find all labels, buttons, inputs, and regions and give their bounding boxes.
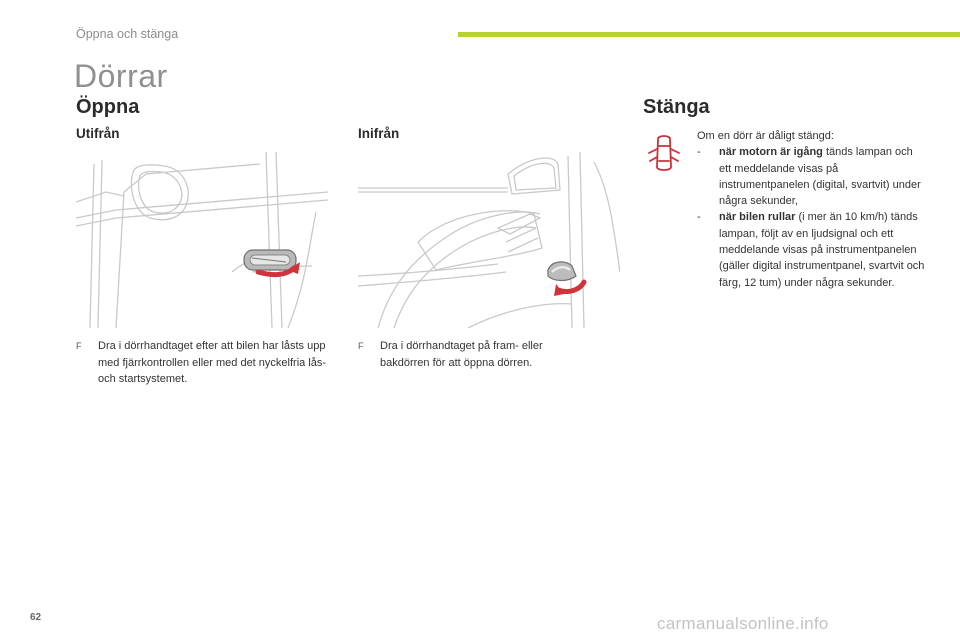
heading-outside: Utifrån xyxy=(76,126,120,141)
instruction-outside-text: Dra i dörrhandtaget efter att bilen har låsts upp med fjärrkontrollen eller med det nyckelfria lås- och startsystemet. xyxy=(98,340,327,385)
bullet-marker: F xyxy=(358,341,364,351)
heading-close: Stänga xyxy=(643,96,710,118)
close-item-engine-running xyxy=(697,144,927,209)
close-item-vehicle-moving-bold: när bilen rullar xyxy=(719,211,796,224)
exterior-door-handle-illustration xyxy=(76,152,336,328)
section-header: Öppna och stänga xyxy=(76,27,179,41)
heading-inside: Inifrån xyxy=(358,126,400,141)
bullet-marker: F xyxy=(76,341,82,351)
instruction-inside-text: Dra i dörrhandtaget på fram- eller bakdörren för att öppna dörren. xyxy=(380,340,543,369)
heading-open: Öppna xyxy=(76,96,140,118)
watermark: carmanualsonline.info xyxy=(657,614,829,633)
close-intro: Om en dörr är dåligt stängd: xyxy=(697,130,834,142)
door-open-warning-icon xyxy=(644,133,684,173)
close-item-engine-running-bold: när motorn är igång xyxy=(719,146,823,159)
instruction-inside xyxy=(358,338,588,371)
close-description xyxy=(697,128,927,291)
instruction-outside xyxy=(76,338,338,388)
close-item-engine-running-text: tänds lampan och ett meddelande visas på instrumentpanelen (digital, svartvit) under några sekunder, xyxy=(719,146,921,208)
interior-door-handle-illustration xyxy=(358,152,620,328)
section-accent-bar xyxy=(458,32,960,37)
close-item-vehicle-moving-text: (i mer än 10 km/h) tänds lampan, följt av en ljudsignal och ett meddelande visas på instrumentpanelen (gäller digital instrumentpanel, svartvit och färg, 12 tum) under några sekunder. xyxy=(719,211,925,289)
dash-marker: - xyxy=(697,146,701,159)
page-title: Dörrar xyxy=(74,58,168,94)
close-item-vehicle-moving xyxy=(697,209,927,290)
page-number: 62 xyxy=(30,612,42,623)
dash-marker: - xyxy=(697,211,701,224)
